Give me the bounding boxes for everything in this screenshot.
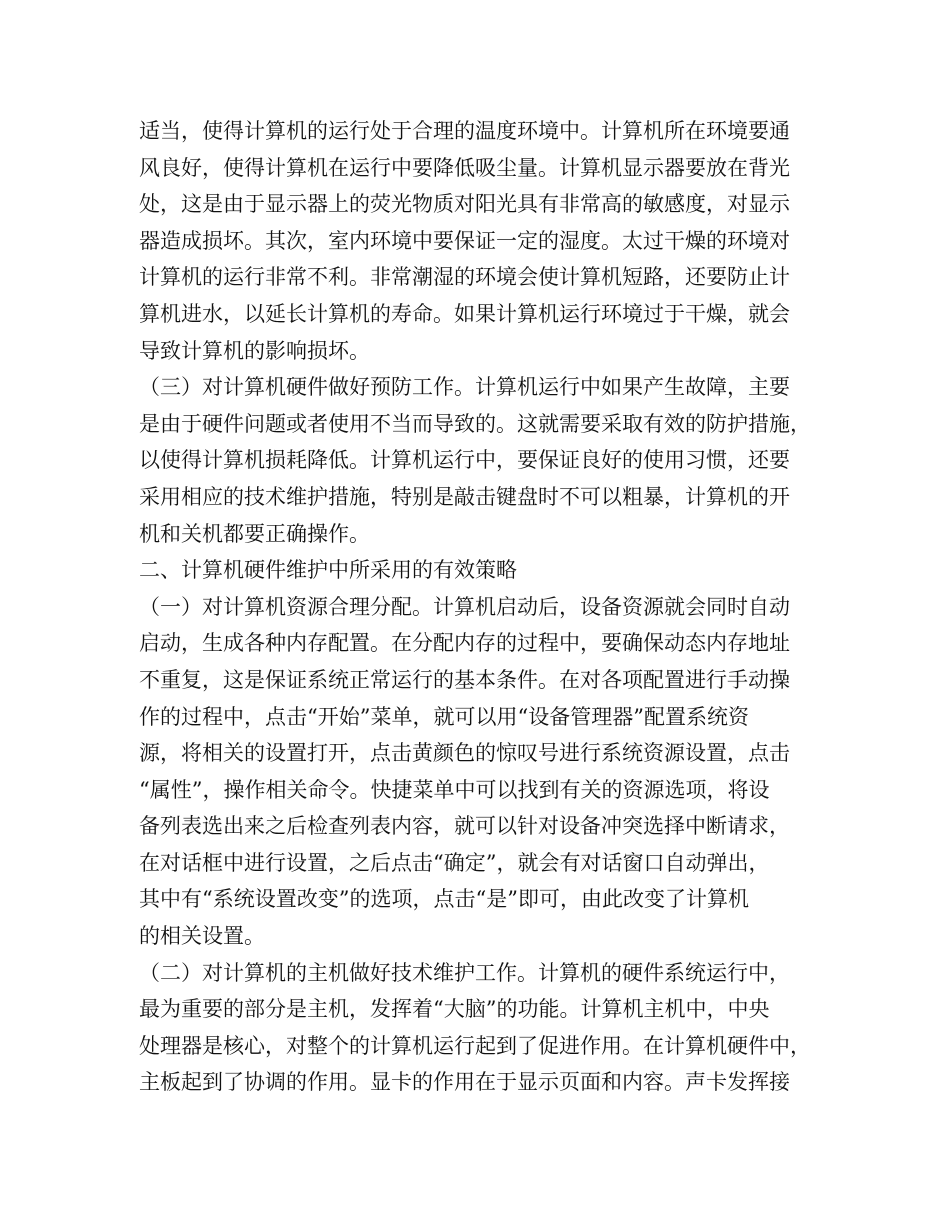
section-title: 二、计算机硬件维护中所采用的有效策略 bbox=[139, 558, 517, 583]
text-line: 最为重要的部分是主机，发挥着“大脑”的功能。计算机主机中，中央 bbox=[139, 997, 770, 1022]
text-line: 不重复，这是保证系统正常运行的基本条件。在对各项配置进行手动操 bbox=[139, 667, 790, 692]
text-line: 主板起到了协调的作用。显卡的作用在于显示页面和内容。声卡发挥接 bbox=[139, 1070, 790, 1095]
text-line: 以使得计算机损耗降低。计算机运行中，要保证良好的使用习惯，还要 bbox=[139, 448, 790, 473]
text-line: 计算机的运行非常不利。非常潮湿的环境会使计算机短路，还要防止计 bbox=[139, 265, 790, 290]
text-line: 算机进水，以延长计算机的寿命。如果计算机运行环境过于干燥，就会 bbox=[139, 301, 790, 326]
text-line: 器造成损坏。其次，室内环境中要保证一定的湿度。太过干燥的环境对 bbox=[139, 228, 790, 253]
text-line: 处，这是由于显示器上的荧光物质对阳光具有非常高的敏感度，对显示 bbox=[139, 192, 790, 217]
text-line: 源，将相关的设置打开，点击黄颜色的惊叹号进行系统资源设置，点击 bbox=[139, 741, 790, 766]
text-line: 作的过程中，点击“开始”菜单，就可以用“设备管理器”配置系统资 bbox=[139, 704, 749, 729]
section-heading-3: （三）对计算机硬件做好预防工作。计算机运行中如果产生故障，主要 bbox=[139, 375, 790, 400]
text-line: 备列表选出来之后检查列表内容，就可以针对设备冲突选择中断请求， bbox=[139, 814, 790, 839]
text-line: 是由于硬件问题或者使用不当而导致的。这就需要采取有效的防护措施， bbox=[139, 411, 811, 436]
body-text bbox=[139, 113, 829, 1101]
section-heading-2: （二）对计算机的主机做好技术维护工作。计算机的硬件系统运行中， bbox=[139, 960, 790, 985]
section-heading-1: （一）对计算机资源合理分配。计算机启动后，设备资源就会同时自动 bbox=[139, 594, 790, 619]
text-line: 采用相应的技术维护措施，特别是敲击键盘时不可以粗暴，计算机的开 bbox=[139, 484, 790, 509]
text-line: 机和关机都要正确操作。 bbox=[139, 521, 370, 546]
text-line: “属性”，操作相关命令。快捷菜单中可以找到有关的资源选项，将设 bbox=[139, 777, 770, 802]
text-line: 处理器是核心，对整个的计算机运行起到了促进作用。在计算机硬件中， bbox=[139, 1033, 811, 1058]
text-line: 启动，生成各种内存配置。在分配内存的过程中，要确保动态内存地址 bbox=[139, 631, 790, 656]
text-line: 导致计算机的影响损坏。 bbox=[139, 338, 370, 363]
text-line: 在对话框中进行设置，之后点击“确定”，就会有对话窗口自动弹出， bbox=[139, 850, 770, 875]
text-line: 风良好，使得计算机在运行中要降低吸尘量。计算机显示器要放在背光 bbox=[139, 155, 790, 180]
text-line: 其中有“系统设置改变”的选项，点击“是”即可，由此改变了计算机 bbox=[139, 887, 749, 912]
text-line: 的相关设置。 bbox=[139, 924, 265, 949]
text-line: 适当，使得计算机的运行处于合理的温度环境中。计算机所在环境要通 bbox=[139, 119, 790, 143]
